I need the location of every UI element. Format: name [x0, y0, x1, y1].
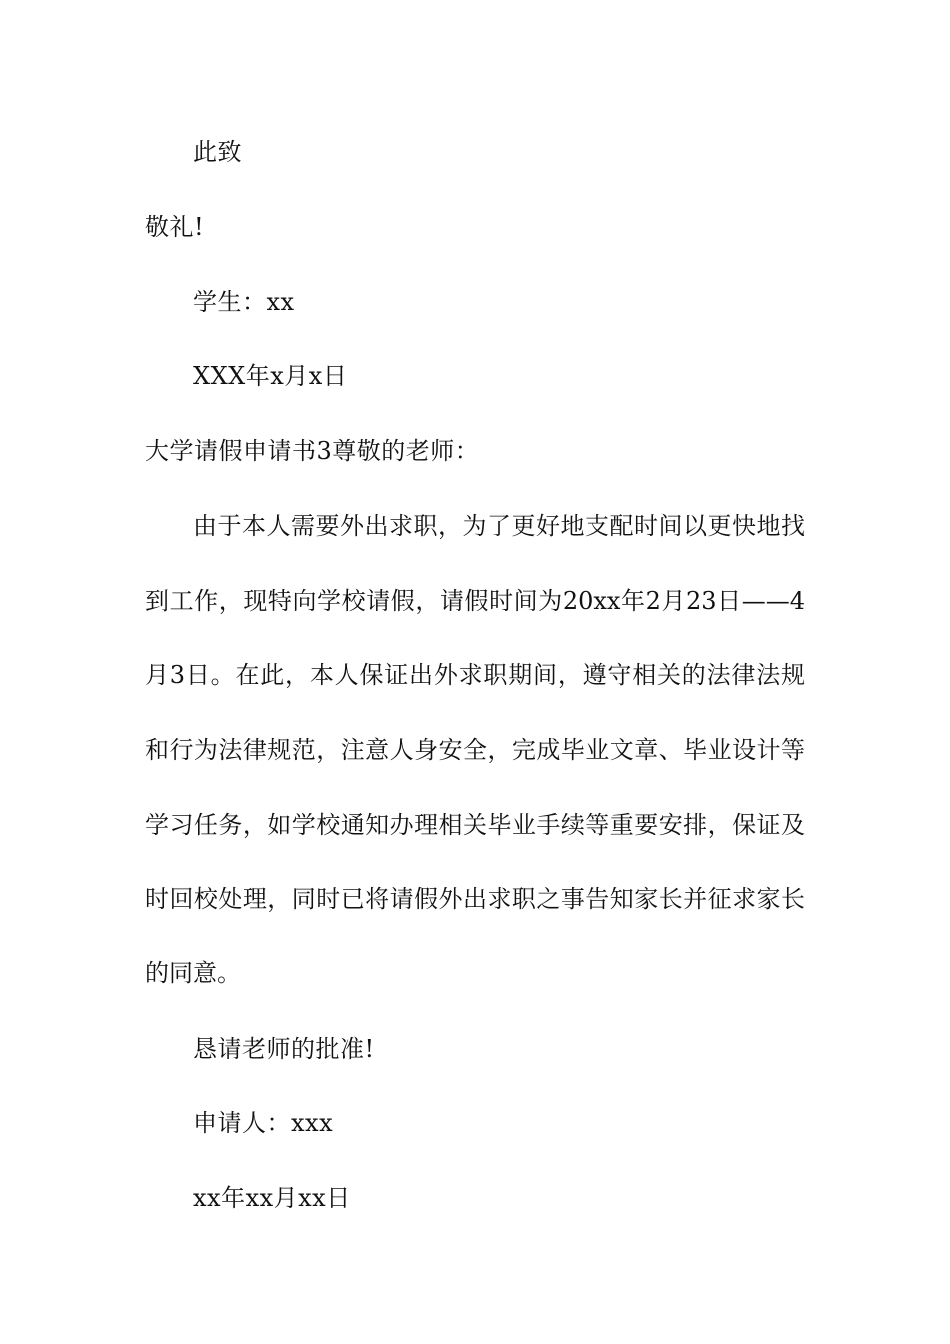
body-line: 学习任务，如学校通知办理相关毕业手续等重要安排，保证及: [145, 811, 805, 839]
letter-heading: 大学请假申请书3尊敬的老师：: [145, 437, 480, 465]
body-line: 的同意。: [145, 959, 241, 987]
body-line: 时回校处理，同时已将请假外出求职之事告知家长并征求家长: [145, 885, 805, 913]
application-date: xx年xx月xx日: [193, 1184, 351, 1212]
closing-salutation: 此致: [193, 138, 242, 166]
applicant-signature: 申请人：xxx: [193, 1109, 334, 1137]
approval-request: 恳请老师的批准!: [193, 1035, 375, 1063]
closing-respect: 敬礼!: [145, 213, 205, 241]
body-line: 和行为法律规范，注意人身安全，完成毕业文章、毕业设计等: [145, 736, 805, 764]
student-signature: 学生：xx: [193, 288, 295, 316]
signature-date: XXX年x月x日: [193, 362, 348, 390]
body-line: 到工作，现特向学校请假，请假时间为20xx年2月23日——4: [145, 587, 805, 615]
body-line: 月3日。在此，本人保证出外求职期间，遵守相关的法律法规: [145, 661, 805, 689]
body-line: 由于本人需要外出求职，为了更好地支配时间以更快地找: [193, 512, 805, 540]
